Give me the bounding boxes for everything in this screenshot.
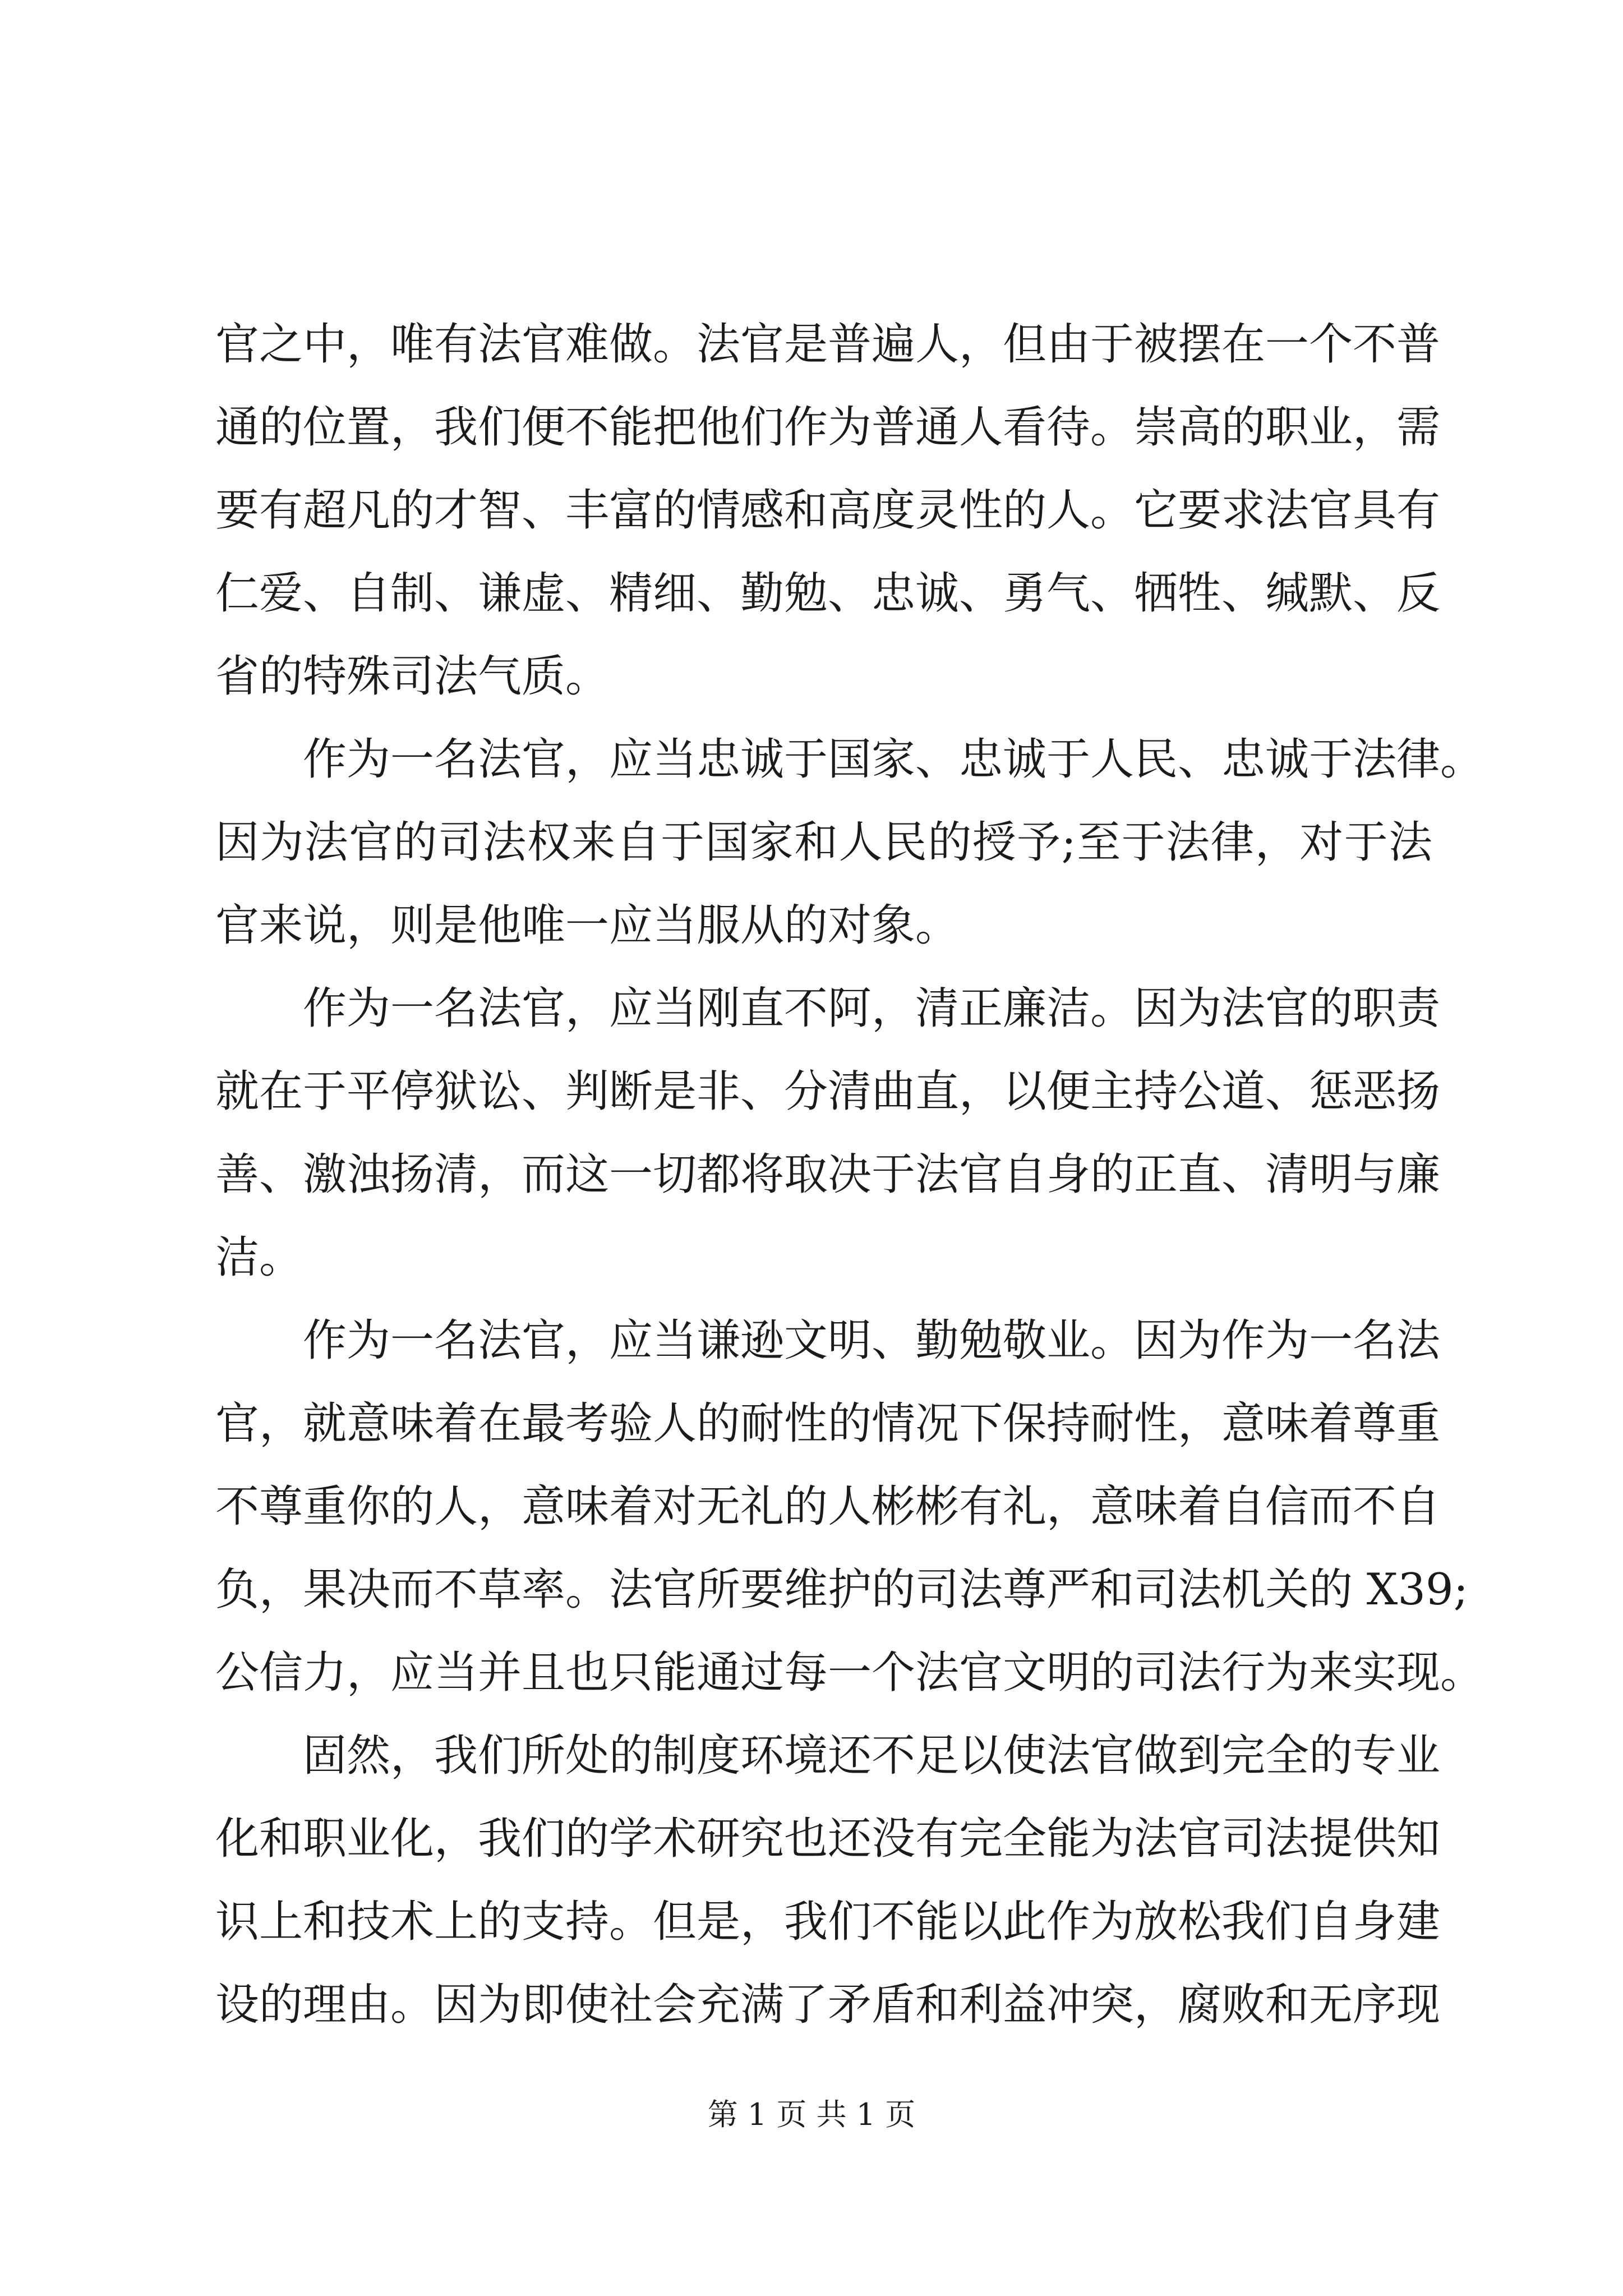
paragraph-2	[215, 718, 1484, 967]
document-body	[215, 303, 1484, 2046]
text-line: 化和职业化，我们的学术研究也还没有完全能为法官司法提供知	[215, 1814, 1441, 1864]
text-line: 要有超凡的才智、丰富的情感和高度灵性的人。它要求法官具有	[215, 485, 1441, 536]
paragraph-5	[215, 1714, 1441, 2046]
page-number-footer: 第 1 页 共 1 页	[707, 2097, 916, 2132]
text-line: 固然，我们所处的制度环境还不足以使法官做到完全的专业	[303, 1731, 1441, 1781]
text-line: 官来说，则是他唯一应当服从的对象。	[215, 900, 960, 951]
text-line: 作为一名法官，应当忠诚于国家、忠诚于人民、忠诚于法律。	[303, 734, 1484, 785]
text-line: 仁爱、自制、谦虚、精细、勤勉、忠诚、勇气、牺牲、缄默、反	[215, 568, 1441, 619]
text-line: 负，果决而不草率。法官所要维护的司法尊严和司法机关的 X39;	[215, 1565, 1468, 1615]
text-line: 作为一名法官，应当谦逊文明、勤勉敬业。因为作为一名法	[303, 1315, 1441, 1366]
text-line: 公信力，应当并且也只能通过每一个法官文明的司法行为来实现。	[215, 1648, 1484, 1698]
text-line: 通的位置，我们便不能把他们作为普通人看待。崇高的职业，需	[215, 402, 1441, 453]
paragraph-3	[215, 967, 1441, 1299]
paragraph-1	[215, 303, 1441, 718]
text-line: 洁。	[215, 1232, 303, 1283]
text-line: 官之中，唯有法官难做。法官是普遍人，但由于被摆在一个不普	[215, 319, 1441, 370]
text-line: 识上和技术上的支持。但是，我们不能以此作为放松我们自身建	[215, 1897, 1441, 1947]
text-line: 官，就意味着在最考验人的耐性的情况下保持耐性，意味着尊重	[215, 1398, 1441, 1449]
text-line: 不尊重你的人，意味着对无礼的人彬彬有礼，意味着自信而不自	[215, 1481, 1441, 1532]
text-line: 就在于平停狱讼、判断是非、分清曲直，以便主持公道、惩恶扬	[215, 1066, 1441, 1117]
text-line: 设的理由。因为即使社会充满了矛盾和利益冲突，腐败和无序现	[215, 1980, 1441, 2030]
text-line: 作为一名法官，应当刚直不阿，清正廉洁。因为法官的职责	[303, 983, 1441, 1034]
paragraph-4	[215, 1299, 1484, 1714]
text-line: 善、激浊扬清，而这一切都将取决于法官自身的正直、清明与廉	[215, 1149, 1441, 1200]
text-line: 因为法官的司法权来自于国家和人民的授予;至于法律，对于法	[215, 817, 1432, 868]
text-line: 省的特殊司法气质。	[215, 651, 610, 702]
